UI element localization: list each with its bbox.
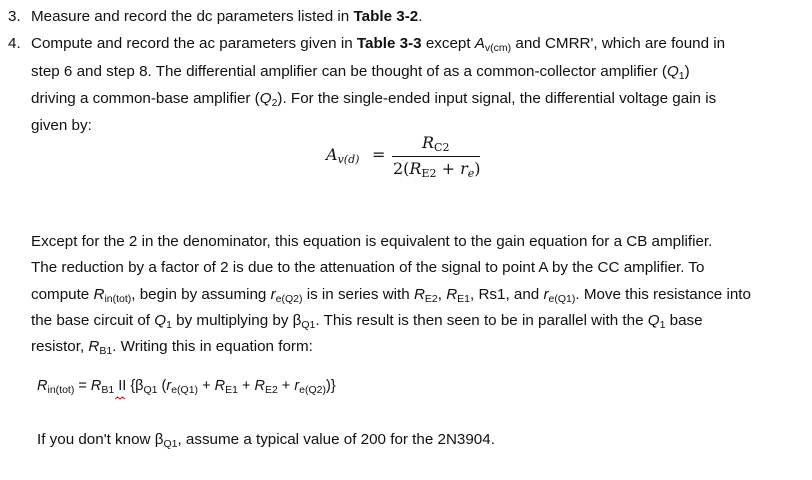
list-number-4: 4. [8, 35, 21, 52]
item-4-line-3: driving a common-base amplifier $(Q_2)$. For the single-ended input signal, the differential voltage gain is [31, 90, 717, 109]
para-3: If you don't know $\beta_{Q1}$, assume a typical value of 200 for the 2N3904. [37, 431, 495, 450]
item-4-line-1: Compute and record the ac parameters given in Table 3-3 except $A_{v(cm)}$ and CMRR', which are found in [31, 35, 726, 54]
gain-equation-equals: = [372, 145, 386, 164]
gain-equation-numerator: $R_{C2}$ [422, 133, 450, 154]
fraction-bar [392, 156, 480, 157]
item-3-text: Measure and record the dc parameters listed in Table 3-2. [31, 8, 423, 25]
para-2-line-3: compute $R_{in(tot)}$, begin by assuming $r_{e(Q2)}$ is in series with $R_{E2}$, $R_{E1}$, Rs1, and $r_{e(Q1)}$. Move this resistance into [31, 286, 751, 305]
rin-equation: $R_{in(tot)} = R_{B1}$ II {$\beta_{Q1}$ $(r_{e(Q1)} + R_{E1} + R_{E2} + r_{e(Q2)})$} [37, 378, 336, 396]
para-2-line-2: The reduction by a factor of 2 is due to the attenuation of the signal to point A by the CC amplifier. To [31, 259, 705, 276]
gain-equation-lhs: $A_{v(d)}$ [326, 145, 360, 166]
table-ref: Table 3-3 [356, 35, 422, 52]
item-4-line-2: step 6 and step 8. The differential amplifier can be thought of as a common-collector amplifier $(Q_1)$ [31, 63, 690, 82]
parallel-symbol: II [114, 378, 131, 394]
para-2-line-5: resistor, $R_{B1}$. Writing this in equation form: [31, 338, 313, 357]
para-2-line-4: the base circuit of $Q_1$ by multiplying by $\beta_{Q1}$. This result is then seen to be in parallel with the $Q_1$ base [31, 312, 703, 331]
list-number-3: 3. [8, 8, 21, 25]
gain-equation-denominator: $2(R_{E2} + r_e)$ [393, 159, 481, 180]
spellcheck-underline [115, 396, 125, 400]
item-4-line-4: given by: [31, 117, 92, 134]
para-2-line-1: Except for the 2 in the denominator, this equation is equivalent to the gain equation for a CB amplifier. [31, 233, 713, 250]
table-ref: Table 3-2 [353, 8, 419, 25]
